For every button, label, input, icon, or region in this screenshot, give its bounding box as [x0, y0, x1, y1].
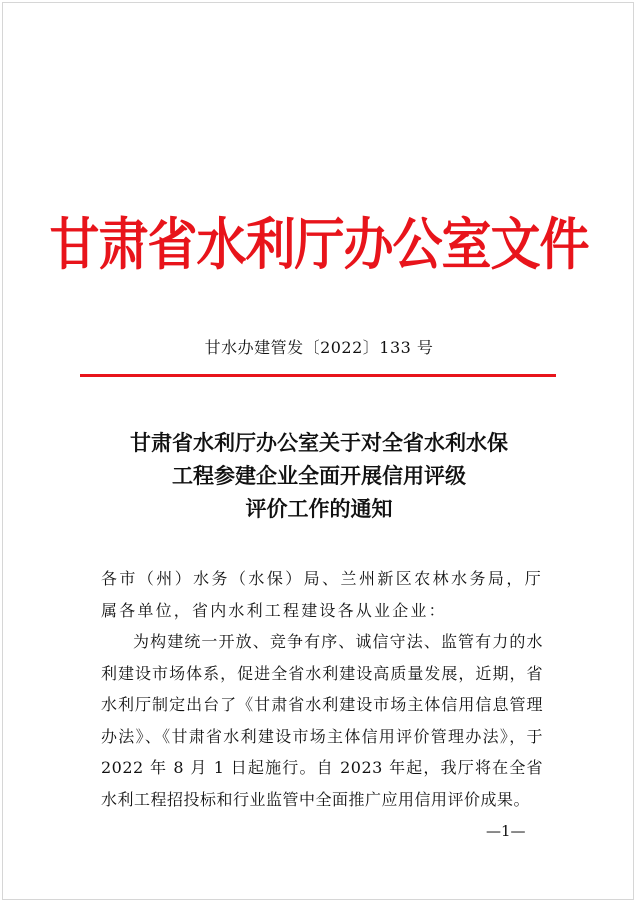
- document-title: [0, 426, 638, 525]
- document-body: [101, 563, 543, 815]
- red-divider-line: [80, 374, 556, 377]
- title-line-3: 评价工作的通知: [245, 496, 393, 521]
- addressee-paragraph: 各市（州）水务（水保）局、兰州新区农林水务局，厅属各单位，省内水利工程建设各从业企业：: [101, 569, 543, 620]
- document-number: 甘水办建管发〔2022〕133 号: [204, 338, 434, 357]
- issuer-header: 甘肃省水利厅办公室文件: [49, 212, 589, 278]
- title-line-1: 甘肃省水利厅办公室关于对全省水利水保: [130, 430, 508, 455]
- body-paragraph-1: 为构建统一开放、竞争有序、诚信守法、监管有力的水利建设市场体系，促进全省水利建设高质量发展，近期，省水利厅制定出台了《甘肃省水利建设市场主体信用信息管理办法》、《甘肃省水利建设市场主体信用评价管理办法》，于 2022 年 8 月 1 日起施行。自 2023 年起，我厅将在全省水利工程招投标和行业监管中全面推广应用信用评价成果。: [101, 632, 543, 809]
- page-number: —1—: [486, 822, 526, 840]
- title-line-2: 工程参建企业全面开展信用评级: [172, 463, 466, 488]
